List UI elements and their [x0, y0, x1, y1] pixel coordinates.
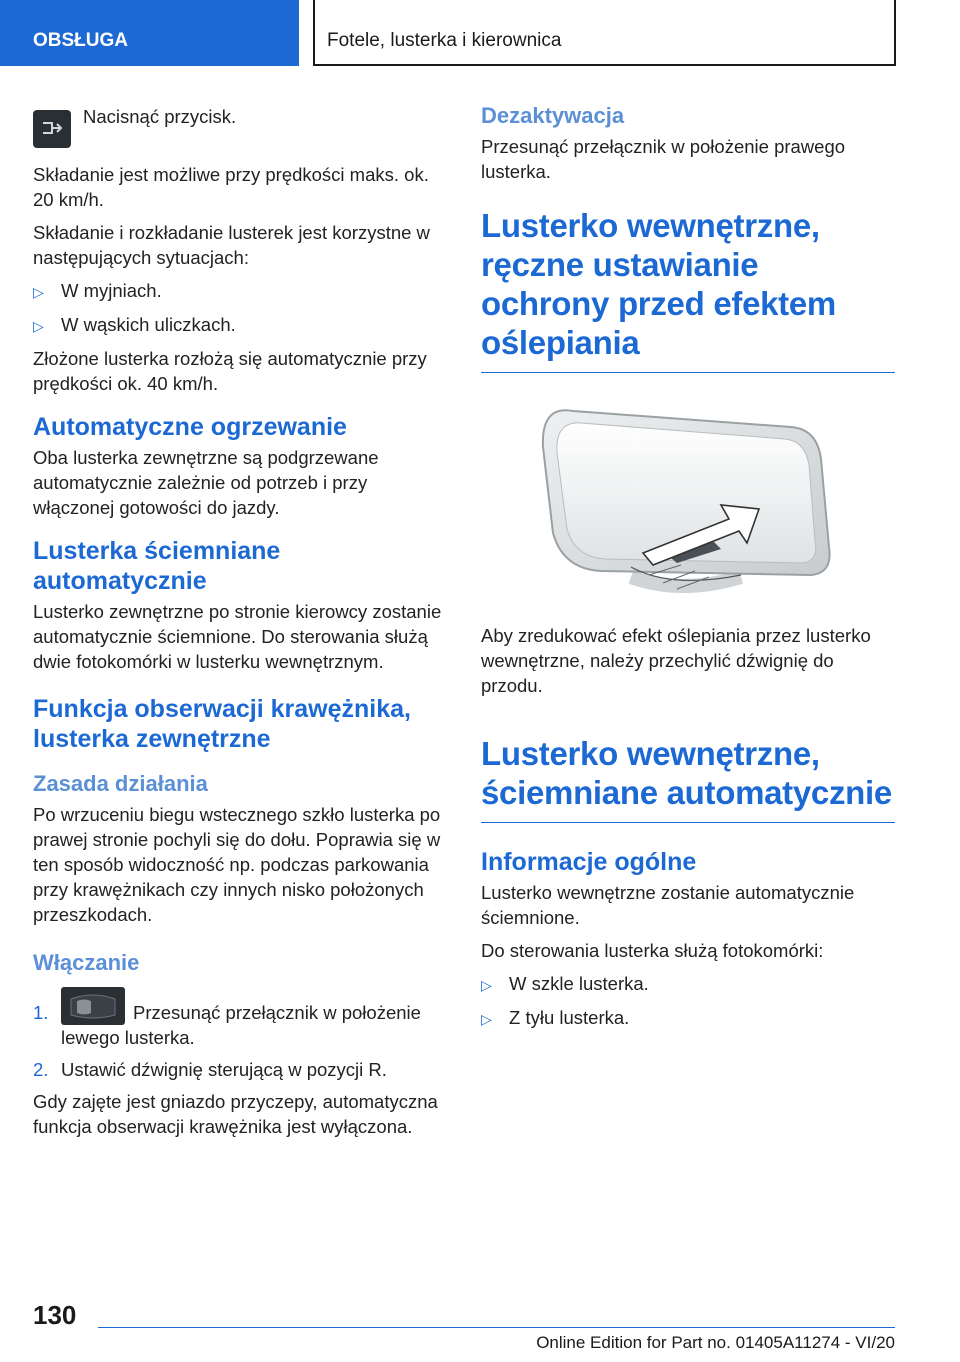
heading-activation: Włączanie: [33, 950, 140, 975]
heading-auto-dimming: Lusterka ściemniane automatycznie: [33, 537, 281, 595]
general-info-text: Lusterko wewnętrzne zostanie automatycznie ściemnione.: [481, 882, 855, 928]
deactivation-text: Przesunąć przełącznik w położenie prawego lusterka.: [481, 136, 846, 182]
footer-divider: [98, 1327, 895, 1328]
chapter-title: Fotele, lusterka i kierownica: [313, 0, 896, 66]
list-item: ▷ Z tyłu lusterka.: [481, 1005, 895, 1032]
heading-general-info: Informacje ogólne: [481, 848, 697, 876]
rear-view-mirror-illustration: [481, 399, 895, 609]
mirror-switch-icon: [61, 987, 125, 1025]
heading-principle: Zasada działania: [33, 771, 208, 796]
page-number: 130: [33, 1300, 77, 1330]
heading-curb-monitor: Funkcja obserwacji krawężnika, lusterka zewnętrzne: [33, 695, 411, 753]
auto-dimming-text: Lusterko zewnętrzne po stronie kierowcy zostanie automatycznie ściemnione. Do sterowania służą dwie fotokomórki w lusterku wewnętrznym.: [33, 601, 442, 672]
step-item: 2. Ustawić dźwignię sterującą w pozycji R.: [33, 1059, 387, 1080]
list-item: ▷ W myjniach.: [33, 278, 449, 305]
triangle-bullet-icon: ▷: [33, 284, 44, 300]
edition-text: Online Edition for Part no. 01405A11274 - VI/20: [536, 1333, 895, 1352]
principle-text: Po wrzuceniu biegu wstecznego szkło lusterka po prawej stronie pochyli się do dołu. Poprawia się w ten sposób widoczność np. podczas parkowania przy krawężnikach czy innych nisko położonych przeszkodach.: [33, 804, 441, 925]
triangle-bullet-icon: ▷: [481, 977, 492, 993]
fold-button-row: [33, 100, 449, 148]
trailer-text: Gdy zajęte jest gniazdo przyczepy, automatyczna funkcja obserwacji krawężnika jest wyłączona.: [33, 1091, 438, 1137]
list-item: ▷ W wąskich uliczkach.: [33, 312, 449, 339]
step-item: 1. Przesunąć przełącznik w położenie lewego lusterka.: [33, 987, 449, 1050]
list-item: ▷ W szkle lusterka.: [481, 971, 895, 998]
heading-manual-antiglare: Lusterko wewnętrzne, ręczne ustawianie ochrony przed efektem oślepiania: [481, 206, 895, 373]
left-column: [33, 100, 449, 1147]
heading-deactivation: Dezaktywacja: [481, 103, 625, 128]
fold-instruction: Nacisnąć przycisk.: [83, 106, 237, 127]
photocell-text: Do sterowania lusterka służą fotokomórki:: [481, 940, 824, 961]
heating-text: Oba lusterka zewnętrzne są podgrzewane automatycznie zależnie od potrzeb i przy włączonej gotowości do jazdy.: [33, 447, 379, 518]
page-header: [0, 0, 960, 66]
triangle-bullet-icon: ▷: [481, 1011, 492, 1027]
triangle-bullet-icon: ▷: [33, 318, 44, 334]
fold-speed-text: Składanie jest możliwe przy prędkości maks. ok. 20 km/h.: [33, 164, 429, 210]
right-column: [481, 100, 895, 1039]
heading-heating: Automatyczne ogrzewanie: [33, 413, 347, 441]
section-tab: OBSŁUGA: [0, 0, 299, 66]
unfold-speed-text: Złożone lusterka rozłożą się automatycznie przy prędkości ok. 40 km/h.: [33, 348, 427, 394]
manual-antiglare-text: Aby zredukować efekt oślepiania przez lusterko wewnętrzne, należy przechylić dźwignię do przodu.: [481, 625, 871, 696]
fold-mirror-button-icon: [33, 110, 71, 148]
fold-situations-text: Składanie i rozkładanie lusterek jest korzystne w następujących sytuacjach:: [33, 222, 430, 268]
heading-auto-dimming-interior: Lusterko wewnętrzne, ściemniane automatycznie: [481, 734, 895, 823]
